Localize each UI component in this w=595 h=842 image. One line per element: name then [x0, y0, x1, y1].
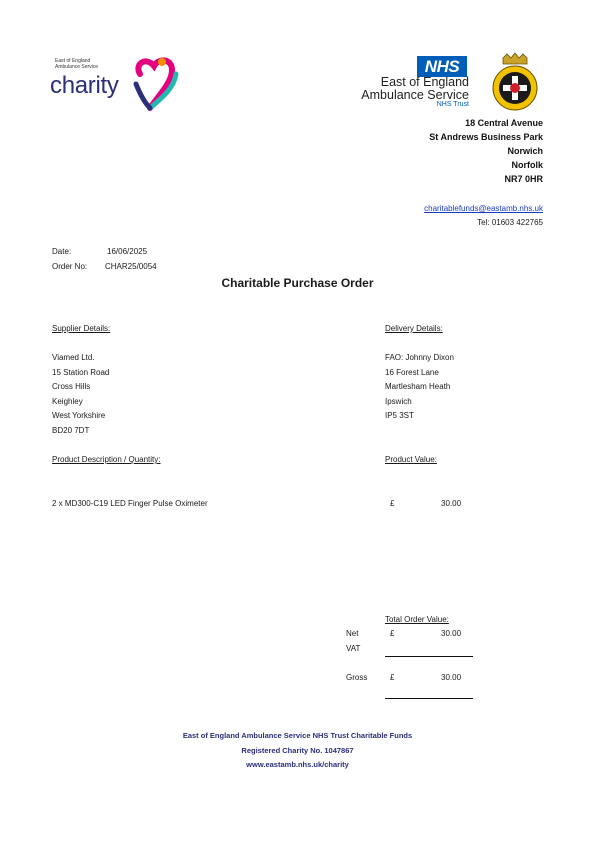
- footer-line: East of England Ambulance Service NHS Trust Charitable Funds: [182, 731, 413, 740]
- charity-logo-small-text: [55, 58, 98, 70]
- gross-label: Gross: [346, 673, 368, 682]
- total-order-heading: Total Order Value:: [385, 615, 449, 624]
- delivery-details: [385, 351, 454, 424]
- address-line: St Andrews Business Park: [429, 132, 543, 142]
- charity-logo-word: charity: [50, 72, 119, 99]
- trust-sub: NHS Trust: [436, 101, 469, 108]
- delivery-line: Martlesham Heath: [385, 382, 451, 391]
- gross-rule: [385, 698, 473, 699]
- supplier-line: Cross Hills: [52, 382, 91, 391]
- product-value-heading: Product Value:: [385, 455, 437, 464]
- date-label: Date:: [52, 247, 72, 256]
- document-title: Charitable Purchase Order: [221, 276, 374, 290]
- gross-currency: £: [390, 673, 395, 682]
- net-currency: £: [390, 629, 395, 638]
- address-line: NR7 0HR: [504, 174, 543, 184]
- charity-logo: [50, 52, 180, 112]
- delivery-heading: Delivery Details:: [385, 324, 443, 333]
- supplier-line: West Yorkshire: [52, 411, 106, 420]
- order-number-row: [52, 259, 157, 274]
- vat-rule: [385, 656, 473, 657]
- net-label: Net: [346, 629, 359, 638]
- address-line: Norwich: [507, 146, 543, 156]
- order-number-value: CHAR25/0054: [105, 262, 157, 271]
- supplier-line: Keighley: [52, 396, 83, 406]
- delivery-line: 16 Forest Lane: [385, 367, 439, 377]
- order-meta: [52, 244, 157, 274]
- supplier-line: 15 Station Road: [52, 367, 110, 377]
- address-line: Norfolk: [511, 160, 543, 170]
- email-link[interactable]: charitablefunds@eastamb.nhs.uk: [424, 204, 543, 213]
- product-item: 2 x MD300-C19 LED Finger Pulse Oximeter: [52, 499, 208, 508]
- date-value: 16/06/2025: [107, 247, 148, 256]
- delivery-line: IP5 3ST: [385, 411, 414, 420]
- trust-address: [429, 116, 543, 186]
- footer-link[interactable]: www.eastamb.nhs.uk/charity: [246, 760, 349, 769]
- product-description-heading: Product Description / Quantity:: [52, 455, 161, 464]
- crest-icon: [487, 52, 543, 112]
- supplier-line: Viamed Ltd.: [52, 353, 95, 362]
- telephone: Tel: 01603 422765: [477, 218, 543, 227]
- heart-icon: [132, 54, 180, 112]
- order-number-label: Order No:: [52, 262, 88, 271]
- date-row: [52, 244, 157, 259]
- footer: [0, 729, 595, 773]
- charity-logo-line-2: Ambulance Service: [55, 64, 99, 70]
- nhs-badge: NHS: [417, 56, 467, 77]
- supplier-heading: Supplier Details:: [52, 324, 111, 333]
- delivery-line: Ipswich: [385, 396, 412, 406]
- footer-line: Registered Charity No. 1047867: [241, 745, 354, 755]
- product-currency: £: [390, 499, 395, 508]
- charity-logo-line-1: East of England: [55, 58, 91, 64]
- delivery-line: FAO: Johnny Dixon: [385, 353, 454, 362]
- trust-name-line-1: East of England: [380, 75, 469, 89]
- contact-block: [424, 202, 543, 230]
- supplier-line: BD20 7DT: [52, 425, 90, 435]
- address-line: 18 Central Avenue: [465, 118, 543, 128]
- trust-name: [361, 76, 469, 102]
- gross-value: 30.00: [441, 673, 462, 682]
- trust-name-line-2: Ambulance Service: [361, 88, 469, 102]
- product-value: 30.00: [441, 499, 462, 508]
- supplier-details: [52, 351, 109, 438]
- net-value: 30.00: [441, 629, 462, 638]
- vat-label: VAT: [346, 644, 361, 653]
